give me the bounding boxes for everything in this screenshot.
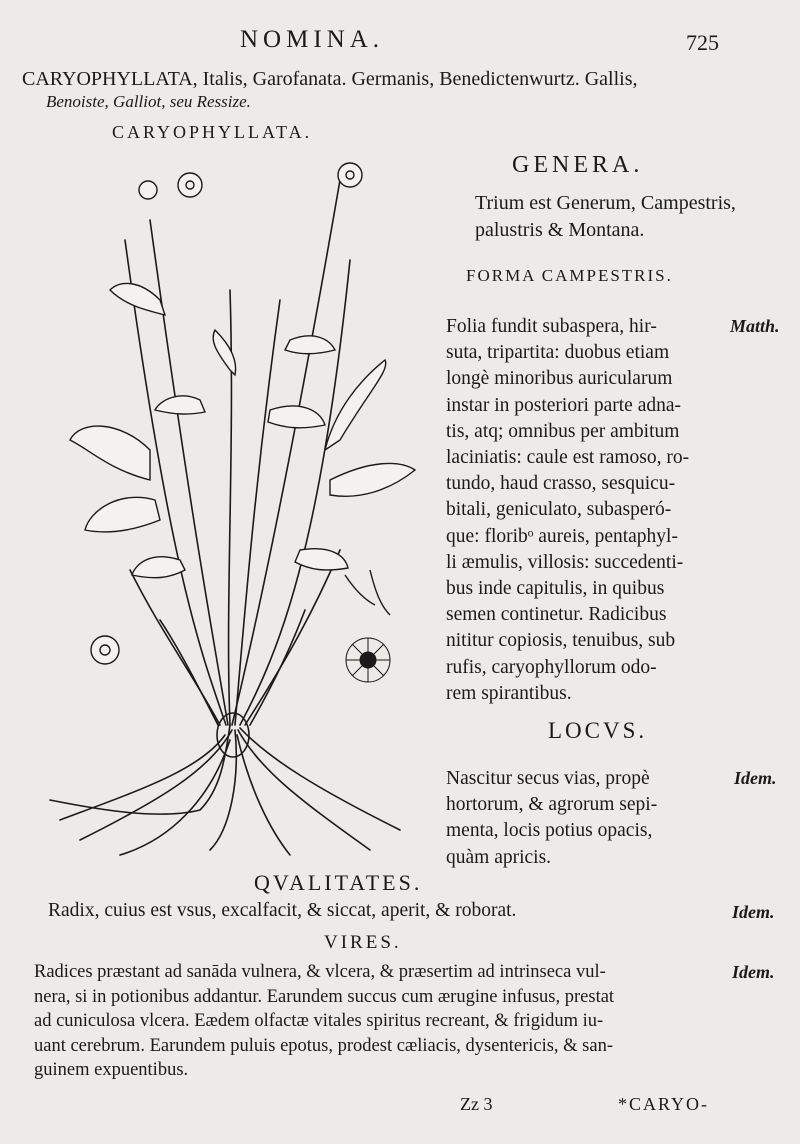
signature-mark: Zz 3: [460, 1094, 493, 1114]
genera-text: Trium est Generum, Campestris, palustris & Montana.: [475, 192, 736, 241]
text-line: tis, atq; omnibus per ambitum: [446, 420, 680, 442]
names-line-2: Benoiste, Galliot, seu Ressize.: [46, 92, 251, 111]
text-line: nititur copiosis, tenuibus, sub: [446, 630, 676, 652]
text-line: semen continetur. Radicibus: [446, 604, 667, 626]
text-line: Radices præstant ad sanāda vulnera, & vlcera, & præsertim ad intrinseca vul-: [34, 962, 606, 982]
text-line: nera, si in potionibus addantur. Earundem succus cum ærugine infusus, prestat: [34, 986, 615, 1007]
vires-heading: VIRES.: [324, 932, 402, 953]
text-line: bus inde capitulis, in quibus: [446, 578, 665, 600]
vires-text: [34, 960, 614, 1083]
qualitates-heading: QVALITATES.: [254, 870, 423, 895]
locus-text: [446, 766, 657, 871]
forma-heading: FORMA CAMPESTRIS.: [466, 266, 673, 285]
text-line: Nascitur secus vias, propè: [446, 768, 650, 789]
text-line: que: floribᵒ aureis, pentaphyl-: [446, 525, 678, 547]
margin-note-idem: Idem.: [734, 768, 777, 788]
text-line: quàm apricis.: [446, 846, 552, 868]
text-line: laciniatis: caule est ramoso, ro-: [446, 447, 690, 469]
plant-woodcut-illustration: [40, 150, 440, 870]
margin-note-idem: Idem.: [732, 902, 775, 922]
text-line: guinem expuentibus.: [34, 1060, 189, 1080]
text-line: li æmulis, villosis: succedenti-: [446, 551, 684, 573]
locus-heading: LOCVS.: [548, 718, 648, 743]
text-line: menta, locis potius opacis,: [446, 820, 653, 842]
text-line: rufis, caryophyllorum odo-: [446, 656, 657, 678]
forma-text: [446, 314, 689, 707]
text-line: instar in posteriori parte adna-: [446, 394, 681, 416]
margin-note-matth: Matth.: [730, 316, 780, 336]
catchword: *CARYO-: [618, 1094, 710, 1114]
text-line: Folia fundit subaspera, hir-: [446, 316, 657, 337]
text-line: longè minoribus auricularum: [446, 368, 673, 390]
text-line: rem spirantibus.: [446, 682, 572, 704]
text-line: uant cerebrum. Earundem puluis epotus, prodest cæliacis, dysentericis, & san-: [34, 1035, 614, 1056]
text-line: ad cuniculosa vlcera. Eædem olfactæ vitales spiritus recreant, & frigidum iu-: [34, 1011, 604, 1031]
text-line: tundo, haud crasso, sesquicu-: [446, 473, 676, 495]
names-line-1: CARYOPHYLLATA, Italis, Garofanata. Germanis, Benedictenwurtz. Gallis,: [22, 68, 638, 90]
page-number: 725: [686, 30, 719, 55]
text-line: bitali, geniculato, subasperó-: [446, 499, 672, 521]
genera-heading: GENERA.: [512, 152, 644, 178]
qualitates-text: Radix, cuius est vsus, excalfacit, & siccat, aperit, & roborat.: [48, 900, 517, 921]
running-title: NOMINA.: [240, 26, 385, 53]
figure-title: CARYOPHYLLATA.: [112, 122, 313, 142]
margin-note-idem: Idem.: [732, 962, 775, 982]
text-line: suta, tripartita: duobus etiam: [446, 342, 670, 364]
text-line: hortorum, & agrorum sepi-: [446, 794, 658, 816]
